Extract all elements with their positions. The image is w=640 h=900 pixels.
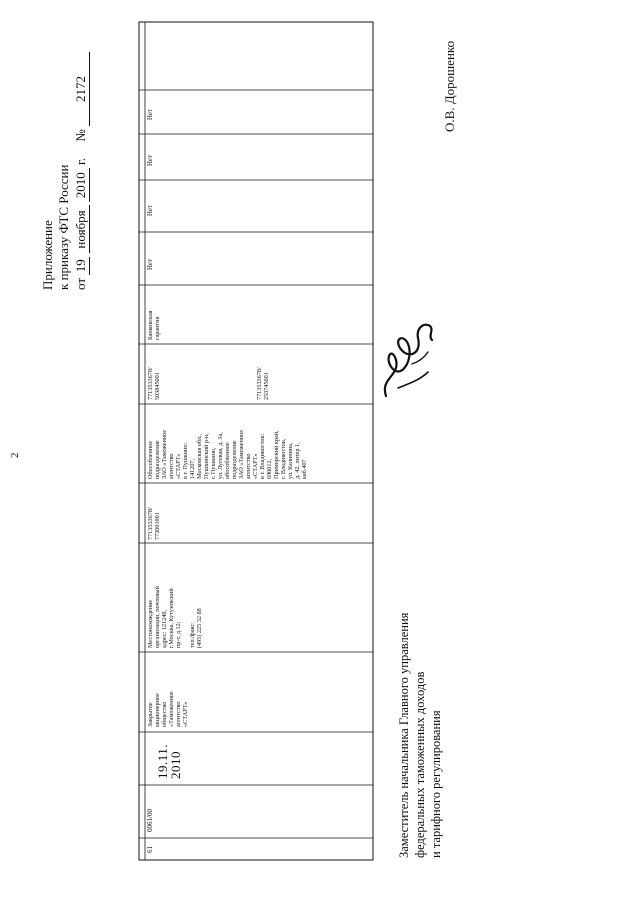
subdivision-line: г. Владивосток, [280, 438, 287, 479]
subdivision-line: ЗАО «Таможенное [238, 429, 245, 479]
guarantee-line: гарантия [154, 316, 161, 340]
subdivision-line: Московская обл., [196, 433, 203, 479]
subdivision-line: агентство [245, 453, 252, 479]
order-year: 2010 [73, 168, 90, 202]
address-line: (495) 225 32 88 [196, 608, 203, 648]
subdivision-line: д. 42, литер 1, [294, 442, 301, 479]
subdivision-line: 690012, [266, 458, 273, 479]
org-line: акционерное [154, 693, 161, 727]
subdivision-line: 141207, [189, 458, 196, 479]
address-line: Местонахождение [147, 599, 154, 648]
registration-number: 0061/00 [146, 809, 154, 832]
guarantee-line: Банковская [147, 310, 154, 340]
subdivision-line: г. Пушкино, [210, 447, 217, 479]
no-value-3: Нет [147, 155, 154, 166]
sub-kpp-line: 253745001 [263, 372, 270, 400]
signatory-position [396, 568, 444, 858]
page-number: 2 [9, 452, 21, 458]
registration-date [156, 744, 182, 779]
subdivision-line: Пушкинский р-н, [203, 433, 210, 479]
subdivisions [147, 430, 308, 479]
signatory-name: О.В. Дорошенко [442, 40, 457, 132]
subdivision-line: каб.407 [301, 459, 308, 479]
address-line: г.Москва, Кутузовский [168, 588, 175, 648]
year-suffix: г. [73, 157, 88, 165]
position-line-1: Заместитель начальника Главного управления [397, 612, 411, 858]
subdivision-line: ул. Луговая, д. 3а, [217, 432, 224, 479]
inn-line: 7713533678/ [147, 507, 154, 540]
kpp-line: 773001001 [154, 512, 161, 540]
order-month: ноября [73, 205, 90, 253]
number-prefix: № [73, 129, 88, 142]
org-line: «СТАРТ» [182, 701, 189, 727]
subdivision-line: подразделение [154, 440, 161, 479]
date-year: 2010 [168, 751, 183, 779]
appendix-title: Приложение [40, 220, 55, 290]
address-line: адрес: 121248, [161, 609, 168, 648]
sub-inn-line: 7713533678/ [147, 367, 154, 400]
date-day-month: 19.11. [155, 743, 170, 779]
organization-address [147, 586, 203, 648]
sub-inn-line: 7713533678/ [256, 367, 263, 400]
org-line: Закрытое [147, 702, 154, 727]
subdivision-line: Приморский край, [273, 430, 280, 479]
handwritten-signature [378, 318, 438, 400]
guarantee-type [147, 310, 161, 340]
subdivision-line: обособленное [224, 442, 231, 479]
subdivision-line: ул. Калинина, [287, 442, 294, 479]
subdivision-line: в г. Пушкино: [182, 442, 189, 479]
address-line: тел./факс: [189, 622, 196, 648]
subdivision-line: ЗАО «Таможенное [161, 429, 168, 479]
subdivision-line: подразделение [231, 440, 238, 479]
appendix-order-ref: к приказу ФТС России [56, 164, 71, 290]
subdivision-line: агентство [168, 453, 175, 479]
subdivision-line: «СТАРТ» [175, 453, 182, 479]
organization-name [147, 691, 189, 727]
subdivision-line: в г. Владивосток: [259, 433, 266, 479]
subdivision-inn-2 [256, 367, 270, 400]
subdivision-line: «СТАРТ» [252, 453, 259, 479]
order-number: 2172 [73, 52, 90, 126]
subdivision-line: Обособленное [147, 440, 154, 479]
address-line: пр-т, д.12; [175, 621, 182, 648]
order-day: 19 [73, 257, 90, 275]
no-value-1: Нет [147, 259, 154, 270]
subdivision-inn-1 [147, 367, 161, 400]
row-index: 61 [146, 846, 154, 853]
address-line: организации, почтовый [154, 586, 161, 648]
org-line: общество [161, 701, 168, 727]
org-line: «Таможенное [168, 691, 175, 727]
inn-kpp [147, 507, 161, 540]
from-prefix: от [73, 277, 88, 290]
address-line [182, 586, 189, 648]
sub-kpp-line: 503845001 [154, 372, 161, 400]
no-value-4: Нет [147, 109, 154, 120]
org-line: агентство [175, 701, 182, 727]
position-line-3: и тарифного регулирования [429, 710, 443, 858]
position-line-2: федеральных таможенных доходов [413, 671, 427, 858]
no-value-2: Нет [147, 205, 154, 216]
